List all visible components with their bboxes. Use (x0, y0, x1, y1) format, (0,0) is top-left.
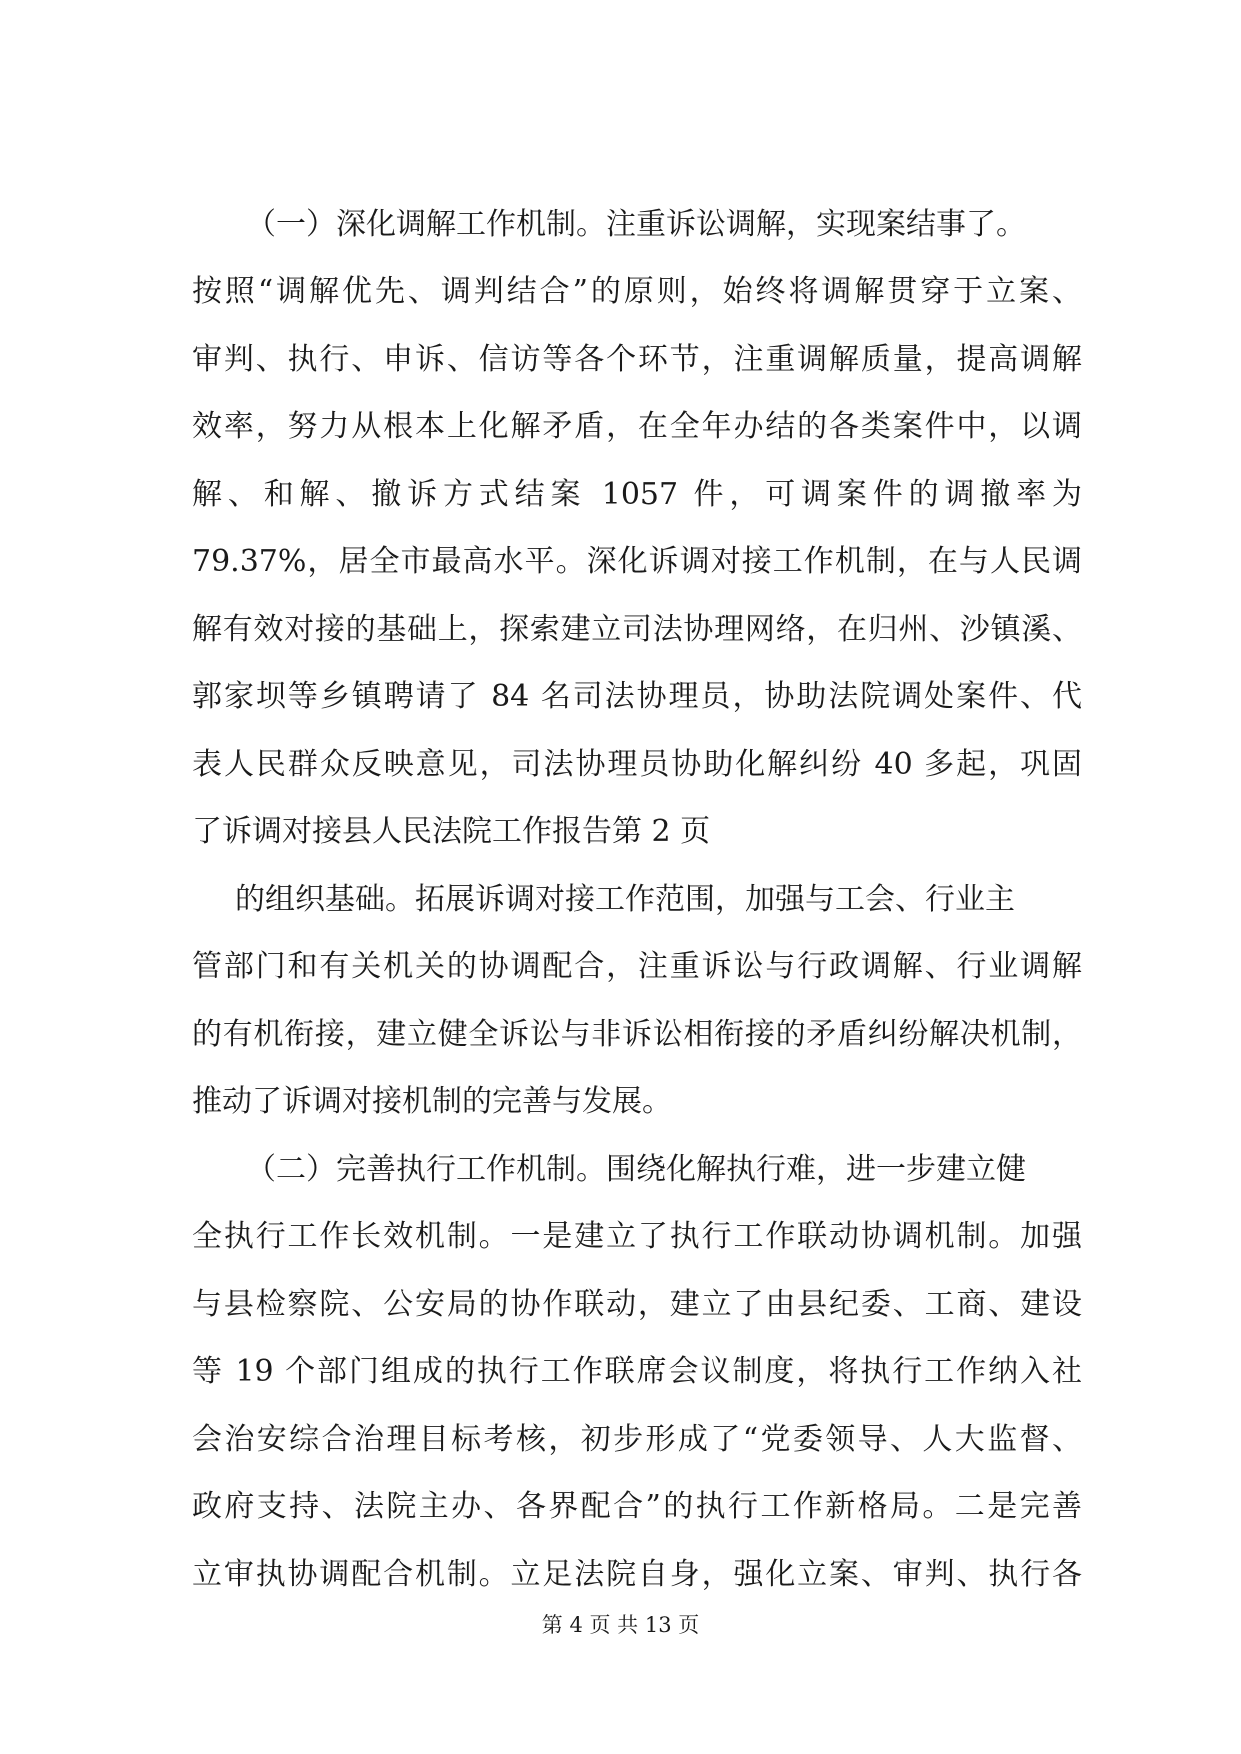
text-line: 的有机衔接，建立健全诉讼与非诉讼相衔接的矛盾纠纷解决机制， (192, 1017, 1082, 1052)
text-line: 等 19 个部门组成的执行工作联席会议制度，将执行工作纳入社 (192, 1354, 1082, 1389)
page-number: 第 4 页 共 13 页 (541, 1613, 700, 1637)
text-line: 政府支持、法院主办、各界配合”的执行工作新格局。二是完善 (192, 1489, 1082, 1524)
text-line: 79.37%，居全市最高水平。深化诉调对接工作机制，在与人民调 (192, 544, 1082, 579)
text-line: 会治安综合治理目标考核，初步形成了“党委领导、人大监督、 (192, 1422, 1082, 1457)
text-line: 推动了诉调对接机制的完善与发展。 (192, 1084, 672, 1119)
text-line: 的组织基础。拓展诉调对接工作范围，加强与工会、行业主 (235, 882, 1015, 917)
text-line: 解有效对接的基础上，探索建立司法协理网络，在归州、沙镇溪、 (192, 612, 1082, 647)
text-line: 与县检察院、公安局的协作联动，建立了由县纪委、工商、建设 (192, 1287, 1082, 1322)
text-line: 立审执协调配合机制。立足法院自身，强化立案、审判、执行各 (192, 1557, 1082, 1592)
text-line: （二）完善执行工作机制。围绕化解执行难，进一步建立健 (246, 1152, 1026, 1187)
text-line: 按照“调解优先、调判结合”的原则，始终将调解贯穿于立案、 (192, 274, 1082, 309)
text-line: 效率，努力从根本上化解矛盾，在全年办结的各类案件中，以调 (192, 409, 1082, 444)
text-line: 审判、执行、申诉、信访等各个环节，注重调解质量，提高调解 (192, 342, 1082, 377)
text-line: 解、和解、撤诉方式结案 1057 件，可调案件的调撤率为 (192, 477, 1082, 512)
page-footer (0, 1611, 1241, 1639)
text-line: 管部门和有关机关的协调配合，注重诉讼与行政调解、行业调解 (192, 949, 1082, 984)
text-line: 全执行工作长效机制。一是建立了执行工作联动协调机制。加强 (192, 1219, 1082, 1254)
text-line: 郭家坝等乡镇聘请了 84 名司法协理员，协助法院调处案件、代 (192, 679, 1082, 714)
text-line: 了诉调对接县人民法院工作报告第 2 页 (192, 814, 711, 849)
text-line: （一）深化调解工作机制。注重诉讼调解，实现案结事了。 (246, 207, 1026, 242)
text-line: 表人民群众反映意见，司法协理员协助化解纠纷 40 多起，巩固 (192, 747, 1082, 782)
